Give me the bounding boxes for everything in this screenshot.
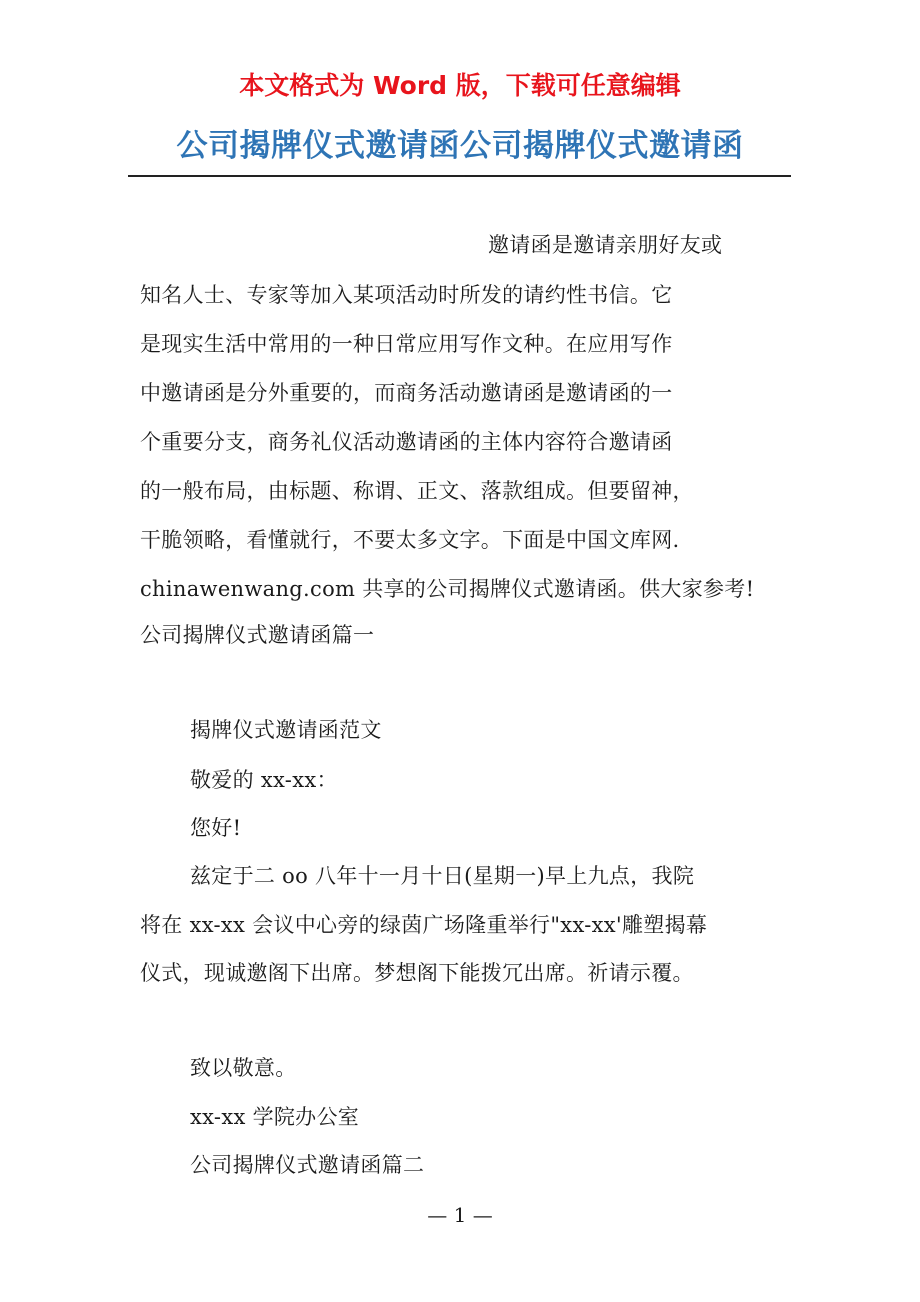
letter-signature: xx-xx 学院办公室 — [190, 1105, 360, 1129]
letter-salutation: 敬爱的 xx-xx： — [190, 768, 338, 792]
intro-line: 的一般布局，由标题、称谓、正文、落款组成。但要留神， — [140, 479, 694, 503]
page-number: — 1 — — [427, 1203, 493, 1227]
letter-heading: 揭牌仪式邀请函范文 — [190, 718, 382, 742]
letter-body-line: 兹定于二 oo 八年十一月十日(星期一)早上九点，我院 — [190, 864, 695, 888]
intro-line: 个重要分支，商务礼仪活动邀请函的主体内容符合邀请函 — [140, 430, 673, 454]
section-heading: 公司揭牌仪式邀请函篇二 — [190, 1153, 425, 1177]
letter-body-line: 将在 xx-xx 会议中心旁的绿茵广场隆重举行"xx-xx'雕塑揭幕 — [140, 913, 708, 937]
letter-greeting: 您好! — [190, 816, 242, 840]
format-banner: 本文格式为 Word 版，下载可任意编辑 — [239, 71, 681, 100]
intro-line: 中邀请函是分外重要的，而商务活动邀请函是邀请函的一 — [140, 381, 673, 405]
intro-line: 知名人士、专家等加入某项活动时所发的请约性书信。它 — [140, 283, 673, 307]
letter-closing: 致以敬意。 — [190, 1056, 297, 1080]
letter-body-line: 仪式，现诚邀阁下出席。梦想阁下能拨冗出席。祈请示覆。 — [140, 961, 694, 985]
document-title: 公司揭牌仪式邀请函公司揭牌仪式邀请函 — [176, 128, 744, 164]
title-divider — [128, 175, 791, 177]
intro-line: 干脆领略，看懂就行，不要太多文字。下面是中国文库网. — [140, 528, 680, 552]
intro-line: 邀请函是邀请亲朋好友或 — [488, 233, 723, 257]
intro-line: 是现实生活中常用的一种日常应用写作文种。在应用写作 — [140, 332, 673, 356]
intro-line: chinawenwang.com 共享的公司揭牌仪式邀请函。供大家参考! — [140, 577, 755, 601]
section-heading: 公司揭牌仪式邀请函篇一 — [140, 623, 375, 647]
